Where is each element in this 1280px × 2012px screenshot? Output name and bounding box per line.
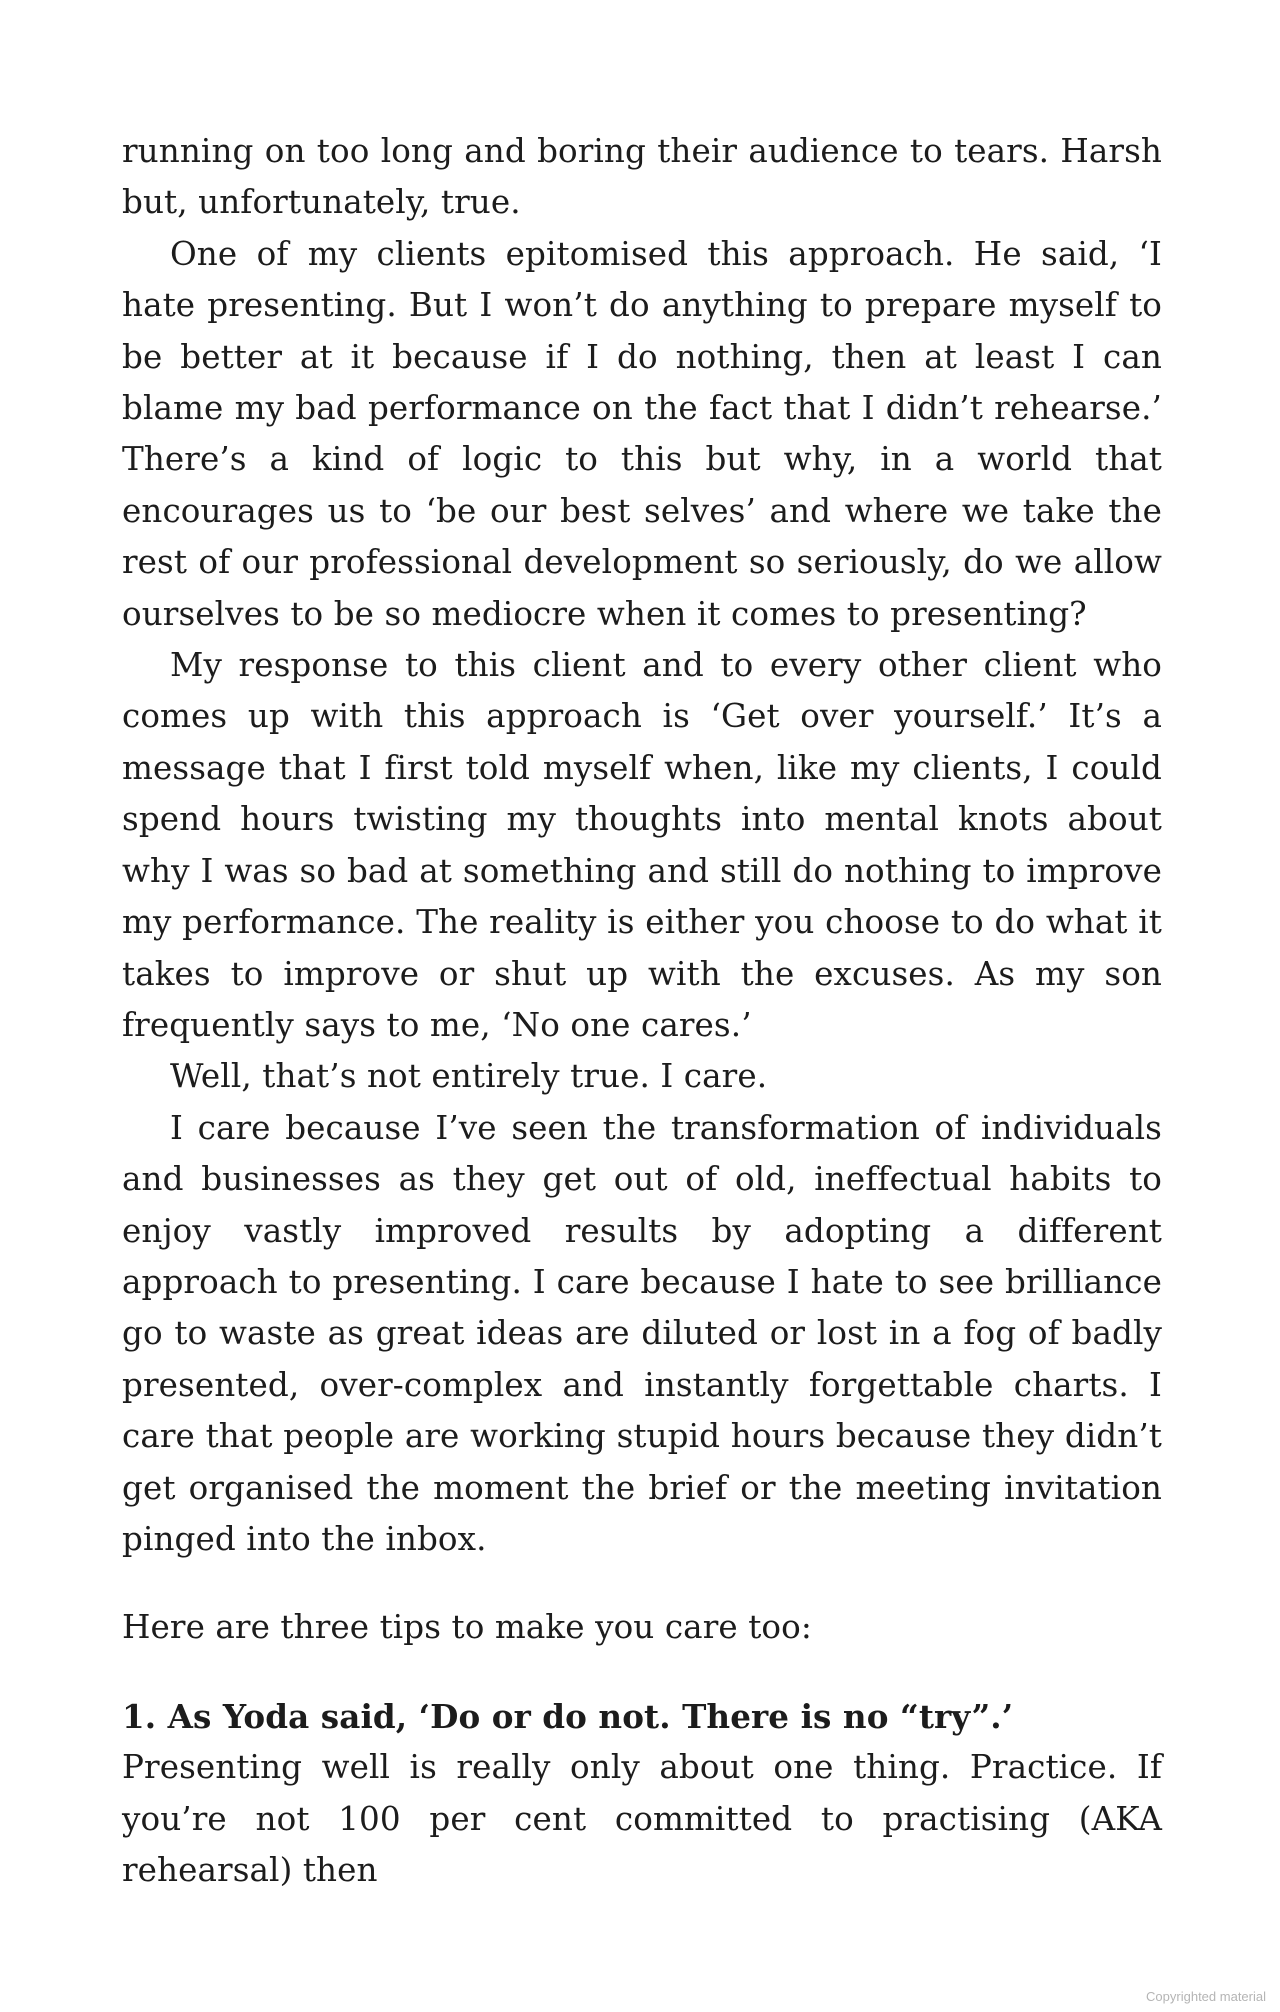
paragraph-1: running on too long and boring their audience to tears. Harsh but, unfortunately, true.	[122, 132, 1162, 222]
tips-intro: Here are three tips to make you care too:	[122, 1608, 812, 1647]
copyright-watermark: Copyrighted material	[1146, 1989, 1266, 2004]
paragraph-2: One of my clients epitomised this approach. He said, ‘I hate presenting. But I won’t do anything to prepare myself to be better at it because if I do nothing, then at least I can blame my bad performance on the fact that I didn’t rehearse.’ There’s a kind of logic to this but why, in a world that encourages us to ‘be our best selves’ and where we take the rest of our professional development so seriously, do we allow ourselves to be so mediocre when it comes to presenting?	[122, 234, 1162, 633]
paragraph-3: My response to this client and to every other client who comes up with this approach is ‘Get over yourself.’ It’s a message that I first told myself when, like my clients, I could spend hours twisting my thoughts into mental knots about why I was so bad at something and still do nothing to improve my performance. The reality is either you choose to do what it takes to improve or shut up with the excuses. As my son frequently says to me, ‘No one cares.’	[122, 646, 1162, 1044]
tip-1-heading: 1. As Yoda said, ‘Do or do not. There is no “try”.’	[122, 1696, 1014, 1736]
paragraph-5: I care because I’ve seen the transformation of individuals and businesses as they get out of old, ineffectual habits to enjoy vastly improved results by adopting a different approach to presenting. I care because I hate to see brilliance go to waste as great ideas are diluted or lost in a fog of badly presented, over-complex and instantly forgettable charts. I care that people are working stupid hours because they didn’t get organised the moment the brief or the meeting invitation pinged into the inbox.	[122, 1108, 1162, 1558]
tip-1-body: Presenting well is really only about one thing. Practice. If you’re not 100 per cent committed to practising (AKA rehearsal) then	[122, 1748, 1162, 1889]
page-body	[122, 126, 1162, 1896]
paragraph-4: Well, that’s not entirely true. I care.	[170, 1057, 768, 1096]
